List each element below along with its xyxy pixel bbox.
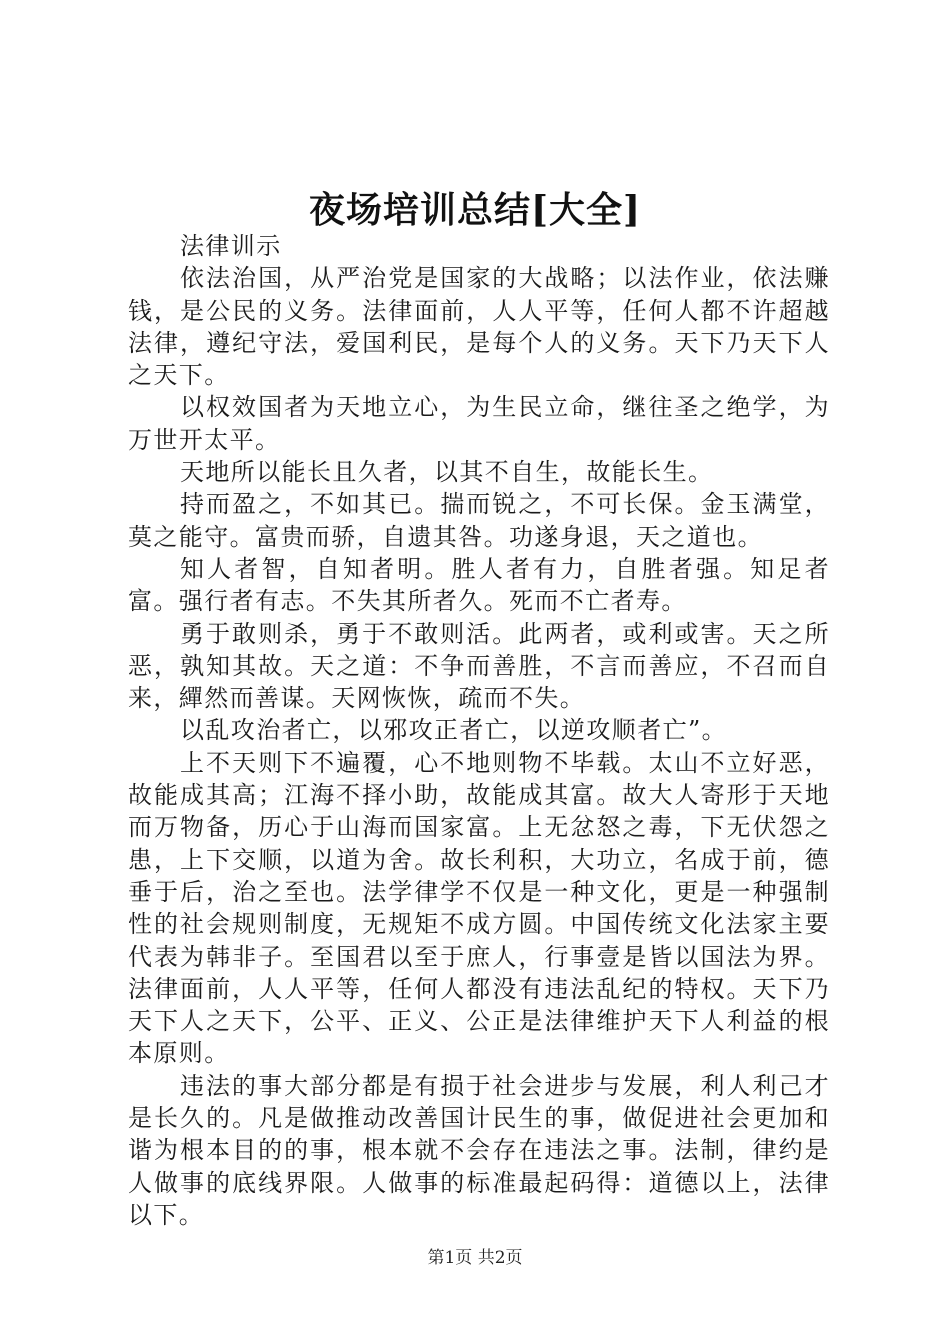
paragraph: 违法的事大部分都是有损于社会进步与发展，利人利己才是长久的。凡是做推动改善国计民生的事，做促进社会更加和谐为根本目的的事，根本就不会存在违法之事。法制，律约是人做事的底线界限。人做事的标准最起码得：道德以上，法律以下。: [128, 1071, 830, 1229]
paragraph: 上不天则下不遍覆，心不地则物不毕载。太山不立好恶，故能成其高；江海不择小助，故能成其富。故大人寄形于天地而万物备，历心于山海而国家富。上无忿怒之毒，下无伏怨之患，上下交顺，以道为舍。故长利积，大功立，名成于前，德垂于后，治之至也。法学律学不仅是一种文化，更是一种强制性的社会规则制度，无规矩不成方圆。中国传统文化法家主要代表为韩非子。至国君以至于庶人，行事壹是皆以国法为界。法律面前，人人平等，任何人都没有违法乱纪的特权。天下乃天下人之天下，公平、正义、公正是法律维护天下人利益的根本原则。: [128, 748, 830, 1068]
paragraph: 依法治国，从严治党是国家的大战略；以法作业，依法赚钱，是公民的义务。法律面前，人人平等，任何人都不许超越法律，遵纪守法，爱国利民，是每个人的义务。天下乃天下人之天下。: [128, 264, 830, 390]
paragraph: 知人者智，自知者明。胜人者有力，自胜者强。知足者富。强行者有志。不失其所者久。死而不亡者寿。: [128, 554, 830, 616]
paragraph: 天地所以能长且久者，以其不自生，故能长生。: [180, 458, 714, 487]
page-footer: 第1页 共2页: [427, 1248, 523, 1268]
paragraph: 法律训示: [180, 232, 282, 260]
paragraph: 以权效国者为天地立心，为生民立命，继往圣之绝学，为万世开太平。: [128, 393, 830, 454]
paragraph: 以乱攻治者亡，以邪攻正者亡，以逆攻顺者亡”。: [180, 716, 728, 745]
document-body: [128, 230, 830, 1231]
document-title: 夜场培训总结[大全]: [308, 189, 642, 231]
paragraph: 持而盈之，不如其已。揣而锐之，不可长保。金玉满堂，莫之能守。富贵而骄，自遗其咎。功遂身退，天之道也。: [128, 490, 830, 551]
paragraph: 勇于敢则杀，勇于不敢则活。此两者，或利或害。天之所恶，孰知其故。天之道：不争而善胜，不言而善应，不召而自来，繟然而善谋。天网恢恢，疏而不失。: [128, 619, 830, 713]
